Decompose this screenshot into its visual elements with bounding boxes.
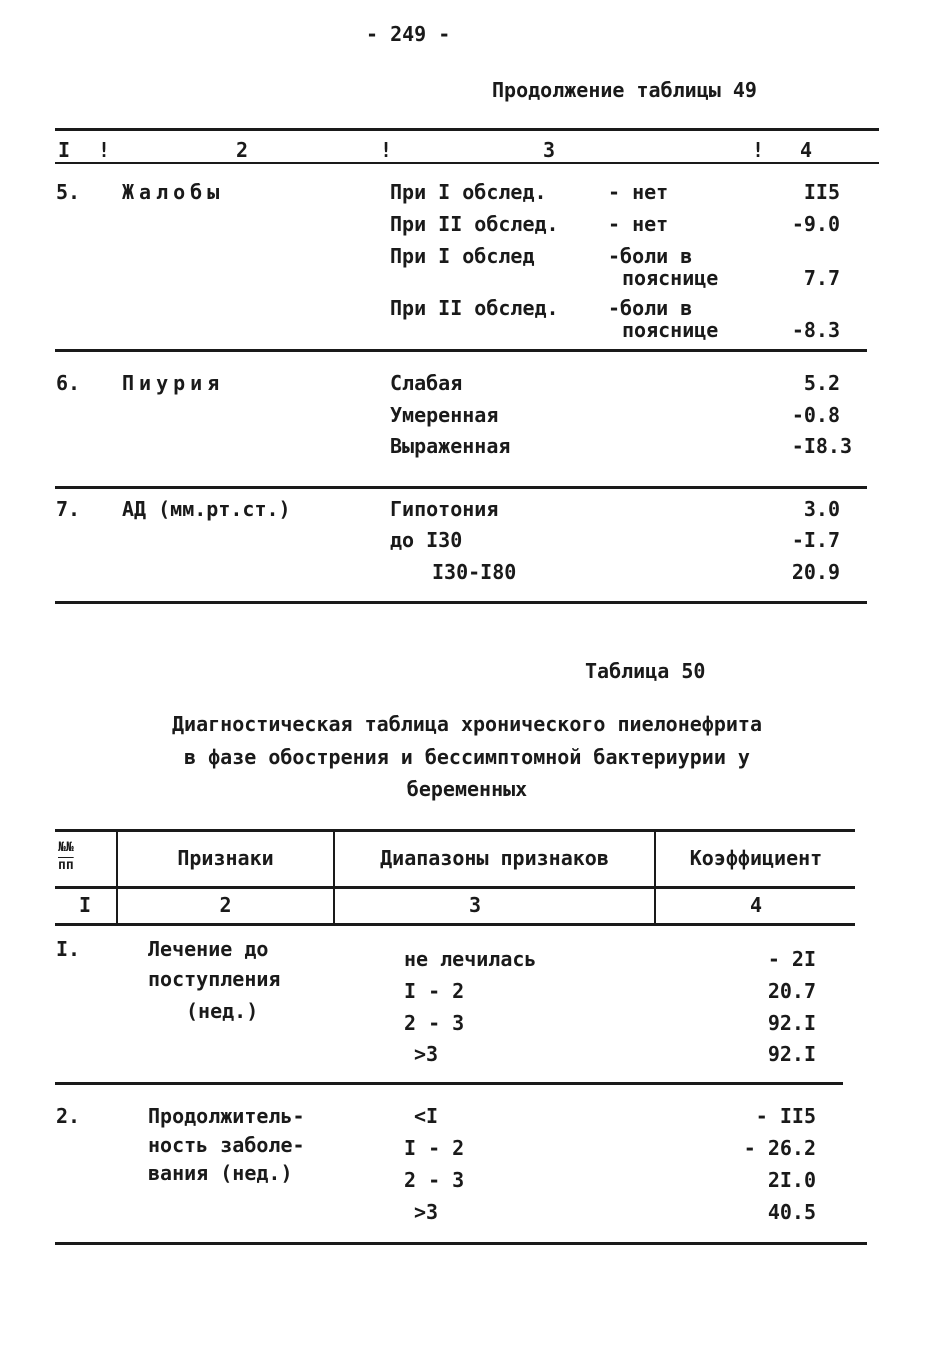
range-detail: - нет <box>608 180 669 204</box>
row-name: Лечение до <box>148 937 269 961</box>
row-number: 2. <box>56 1104 81 1128</box>
column-header: пп <box>58 858 74 873</box>
coefficient-value: 40.5 <box>767 1200 816 1224</box>
range-label: не лечилась <box>404 947 537 971</box>
row-divider <box>55 349 867 352</box>
range-label: >3 <box>414 1200 439 1224</box>
range-label: I - 2 <box>404 979 465 1003</box>
column-number: 2 <box>236 138 249 162</box>
row-divider <box>55 486 867 489</box>
range-detail: - нет <box>608 212 669 236</box>
coefficient-value: - 26.2 <box>743 1136 816 1160</box>
coefficient-value: 92.I <box>767 1042 816 1066</box>
table-49-header-rule <box>55 162 879 164</box>
range-label: >3 <box>414 1042 439 1066</box>
table-49-continuation-label: Продолжение таблицы 49 <box>492 78 757 102</box>
coefficient-value: - II5 <box>755 1104 816 1128</box>
range-label: Гипотония <box>390 497 499 521</box>
range-detail: -боли в <box>608 296 693 320</box>
row-name: поступления <box>148 967 281 991</box>
page-number: - 249 - <box>366 22 451 46</box>
row-name: Продолжитель- <box>148 1104 305 1128</box>
table-50-bottom-rule <box>55 1242 867 1245</box>
column-header: Коэффициент <box>689 846 823 870</box>
coefficient-value: -9.0 <box>791 212 840 236</box>
row-number: 6. <box>56 371 81 395</box>
coefficient-value: -8.3 <box>791 318 840 342</box>
coefficient-value: -I.7 <box>791 528 840 552</box>
column-header: Диапазоны признаков <box>380 846 609 870</box>
range-label: При I обслед. <box>390 180 547 204</box>
range-label: 2 - 3 <box>404 1168 465 1192</box>
coefficient-value: -0.8 <box>791 403 840 427</box>
column-number: 3 <box>543 138 556 162</box>
row-name: (нед.) <box>186 999 259 1023</box>
range-label: При II обслед. <box>390 296 559 320</box>
row-name: Пиурия <box>122 371 225 395</box>
coefficient-value: 3.0 <box>803 497 840 521</box>
row-name: АД (мм.рт.ст.) <box>122 497 291 521</box>
range-label: Слабая <box>390 371 463 395</box>
row-number: I. <box>56 937 81 961</box>
row-number: 5. <box>56 180 81 204</box>
coefficient-value: 7.7 <box>803 266 840 290</box>
column-header: Признаки <box>177 846 274 870</box>
coefficient-value: 20.7 <box>767 979 816 1003</box>
range-label: Выраженная <box>390 434 511 458</box>
row-name: вания (нед.) <box>148 1161 293 1185</box>
column-header: №№ <box>58 840 74 855</box>
range-label: При I обслед <box>390 244 535 268</box>
range-label: I - 2 <box>404 1136 465 1160</box>
range-label: до I30 <box>390 528 463 552</box>
coefficient-value: 5.2 <box>803 371 840 395</box>
header-rule <box>55 923 855 926</box>
range-label: Умеренная <box>390 403 499 427</box>
range-label: I30-I80 <box>432 560 517 584</box>
range-label: <I <box>414 1104 439 1128</box>
range-detail: пояснице <box>622 266 719 290</box>
row-name: Жалобы <box>122 180 225 204</box>
column-number: 3 <box>468 893 482 917</box>
range-label: 2 - 3 <box>404 1011 465 1035</box>
table-50-label: Таблица 50 <box>585 659 706 683</box>
row-divider <box>55 1082 843 1085</box>
table-49-bottom-rule <box>55 601 867 604</box>
column-separator: ! <box>98 138 111 162</box>
column-number: I <box>58 138 71 162</box>
column-separator: ! <box>752 138 765 162</box>
table-49-top-rule <box>55 128 879 131</box>
column-number: 2 <box>219 893 232 917</box>
range-detail: -боли в <box>608 244 693 268</box>
column-number: I <box>78 893 92 917</box>
table-50-title-line: беременных <box>406 777 528 801</box>
range-detail: пояснице <box>622 318 719 342</box>
column-number: 4 <box>800 138 813 162</box>
column-number: 4 <box>749 893 763 917</box>
table-50-top-rule <box>55 829 855 832</box>
header-rule <box>55 886 855 889</box>
coefficient-value: II5 <box>803 180 840 204</box>
row-name: ность заболе- <box>148 1133 305 1157</box>
column-separator: ! <box>380 138 393 162</box>
coefficient-value: 2I.0 <box>767 1168 816 1192</box>
range-label: При II обслед. <box>390 212 559 236</box>
table-50-title-line: в фазе обострения и бессимптомной бактериурии у <box>184 745 750 769</box>
row-number: 7. <box>56 497 81 521</box>
coefficient-value: 92.I <box>767 1011 816 1035</box>
coefficient-value: - 2I <box>767 947 816 971</box>
coefficient-value: -I8.3 <box>791 434 852 458</box>
table-50-title-line: Диагностическая таблица хронического пиелонефрита <box>171 712 762 736</box>
coefficient-value: 20.9 <box>791 560 840 584</box>
